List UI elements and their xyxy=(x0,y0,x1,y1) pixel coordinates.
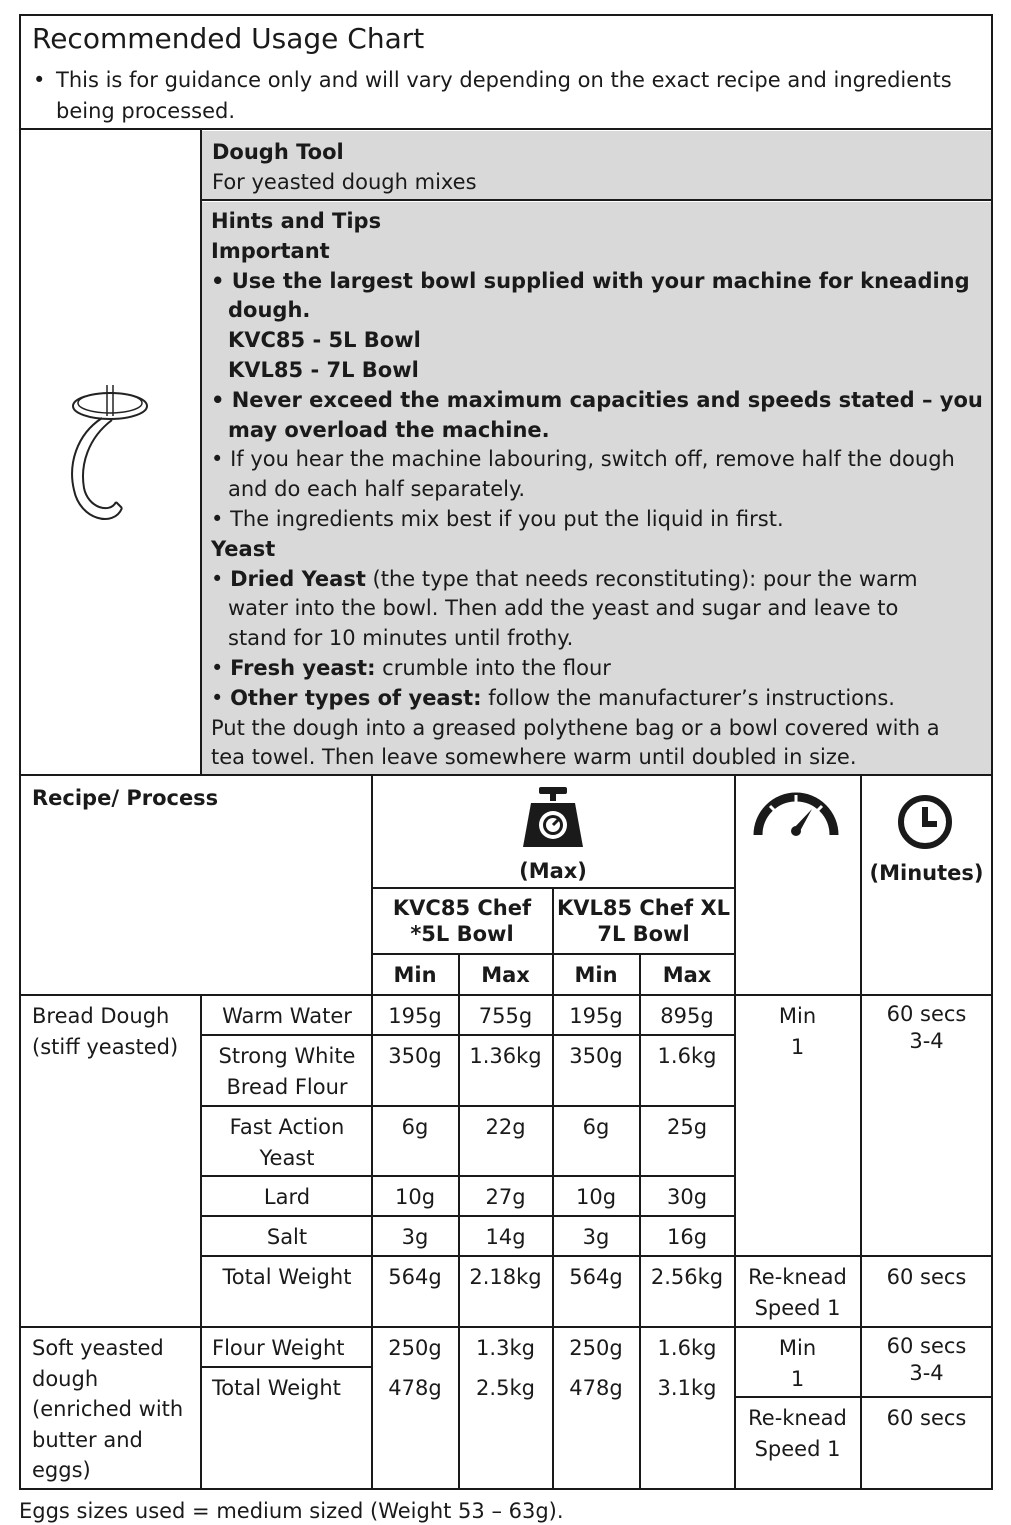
rule xyxy=(202,1366,372,1368)
soft-speed-2: Re-knead Speed 1 xyxy=(748,1406,847,1461)
soft-ingredient: Flour Weight xyxy=(212,1336,345,1360)
bullet-mark: • xyxy=(33,68,46,92)
bread-value: 16g xyxy=(666,1225,708,1249)
bread-value: 30g xyxy=(666,1185,708,1209)
bread-value: 10g xyxy=(575,1185,617,1209)
rule xyxy=(734,1396,992,1398)
rule xyxy=(20,994,992,996)
rule xyxy=(458,953,460,1488)
bread-value: 10g xyxy=(394,1185,436,1209)
tip-bullet: • Never exceed the maximum capacities and speeds stated – you xyxy=(211,387,983,412)
soft-value: 2.5kg xyxy=(476,1376,535,1400)
bread-value: 22g xyxy=(485,1115,526,1139)
tip-line: stand for 10 minutes until frothy. xyxy=(228,626,574,651)
chart-title: Recommended Usage Chart xyxy=(32,22,425,55)
yeast-bullet: • Fresh yeast: crumble into the flour xyxy=(211,655,611,680)
footer-note: Eggs sizes used = medium sized (Weight 53 – 63g). xyxy=(19,1499,564,1523)
tip-bullet: • The ingredients mix best if you put the liquid in first. xyxy=(211,506,784,531)
clock-icon xyxy=(897,794,953,850)
recipe-process-header: Recipe/ Process xyxy=(32,786,219,810)
bread-value: 2.56kg xyxy=(650,1265,724,1289)
bread-value: 350g xyxy=(569,1044,623,1068)
rule xyxy=(202,1255,992,1257)
tip-line: and do each half separately. xyxy=(228,477,526,502)
soft-value: 478g xyxy=(569,1376,623,1400)
tip-line: tea towel. Then leave somewhere warm until doubled in size. xyxy=(211,745,857,770)
tool-description: For yeasted dough mixes xyxy=(212,170,477,194)
soft-value: 3.1kg xyxy=(657,1376,717,1400)
rule xyxy=(202,1215,734,1217)
tip-line: may overload the machine. xyxy=(228,417,550,442)
tip-line: dough. xyxy=(228,298,311,323)
bread-ingredient: Strong White Bread Flour xyxy=(218,1044,356,1099)
bread-speed-2: Re-knead Speed 1 xyxy=(748,1265,847,1320)
kvl85-header: KVL85 Chef XL 7L Bowl xyxy=(556,896,731,946)
bread-ingredient: Salt xyxy=(266,1225,308,1249)
recipe-name-bread: Bread Dough (stiff yeasted) xyxy=(32,1004,179,1059)
bread-value: 564g xyxy=(388,1265,442,1289)
bread-time-2: 60 secs xyxy=(886,1265,967,1289)
kvc85-header: KVC85 Chef *5L Bowl xyxy=(392,896,532,946)
bread-value: 3g xyxy=(582,1225,610,1249)
tip-line: water into the bowl. Then add the yeast and sugar and leave to xyxy=(228,596,899,621)
bread-value: 350g xyxy=(388,1044,442,1068)
bread-ingredient: Warm Water xyxy=(222,1004,352,1028)
tip-line: Put the dough into a greased polythene bag or a bowl covered with a xyxy=(211,715,940,740)
bread-value: 755g xyxy=(478,1004,533,1028)
rule xyxy=(202,1105,734,1107)
rule xyxy=(202,199,992,201)
bread-value: 27g xyxy=(485,1185,526,1209)
rule xyxy=(20,128,992,130)
yeast-bullet: • Other types of yeast: follow the manufacturer’s instructions. xyxy=(211,685,895,710)
bread-value: 2.18kg xyxy=(469,1265,542,1289)
soft-value: 250g xyxy=(569,1336,623,1360)
bread-value: 895g xyxy=(660,1004,714,1028)
max-label: (Max) xyxy=(519,859,587,883)
recipe-name-soft: Soft yeasted dough (enriched with butter and eggs) xyxy=(32,1336,184,1482)
scale-icon xyxy=(521,785,585,849)
bread-value: 25g xyxy=(666,1115,708,1139)
bread-value: 14g xyxy=(485,1225,526,1249)
bread-time-1: 60 secs 3-4 xyxy=(886,1002,967,1053)
speedometer-icon xyxy=(752,787,840,839)
bread-value: 564g xyxy=(569,1265,623,1289)
bread-value: 1.36kg xyxy=(469,1044,542,1068)
bread-speed-1: Min 1 xyxy=(778,1004,817,1059)
dough-hook-icon xyxy=(66,380,154,525)
hints-and-tips xyxy=(211,207,989,773)
tip-line: KVL85 - 7L Bowl xyxy=(228,357,419,382)
soft-ingredient: Total Weight xyxy=(212,1376,341,1400)
tips-heading: Hints and Tips xyxy=(211,209,382,233)
max-header: Max xyxy=(481,963,530,987)
guidance-note-line1: This is for guidance only and will vary depending on the exact recipe and ingredients xyxy=(56,68,952,92)
tool-name: Dough Tool xyxy=(212,140,344,164)
min-header: Min xyxy=(574,963,618,987)
min-header: Min xyxy=(393,963,437,987)
soft-value: 250g xyxy=(388,1336,442,1360)
bread-ingredient: Fast Action Yeast xyxy=(229,1115,345,1170)
yeast-bullet: • Dried Yeast (the type that needs reconstituting): pour the warm xyxy=(211,566,918,591)
rule xyxy=(200,129,202,775)
bread-value: 195g xyxy=(388,1004,442,1028)
tip-bullet: • Use the largest bowl supplied with your machine for kneading xyxy=(211,268,970,293)
rule xyxy=(202,1175,734,1177)
bread-ingredient: Lard xyxy=(263,1185,311,1209)
soft-time-1: 60 secs 3-4 xyxy=(886,1334,967,1385)
max-header: Max xyxy=(662,963,712,987)
bread-value: 195g xyxy=(569,1004,623,1028)
rule xyxy=(202,1034,734,1036)
soft-value: 1.6kg xyxy=(657,1336,717,1360)
tip-bullet: • If you hear the machine labouring, switch off, remove half the dough xyxy=(211,447,955,472)
bread-value: 6g xyxy=(401,1115,429,1139)
guidance-note-line2: being processed. xyxy=(56,99,236,123)
bread-value: 1.6kg xyxy=(657,1044,717,1068)
tip-line: KVC85 - 5L Bowl xyxy=(228,328,421,353)
important-heading: Important xyxy=(211,238,330,263)
rule xyxy=(20,1326,992,1328)
rule xyxy=(20,774,992,776)
bread-value: 3g xyxy=(401,1225,429,1249)
bread-ingredient: Total Weight xyxy=(222,1265,352,1289)
soft-speed-1: Min 1 xyxy=(778,1336,817,1391)
minutes-label: (Minutes) xyxy=(869,861,984,885)
soft-value: 1.3kg xyxy=(476,1336,535,1360)
soft-value: 478g xyxy=(388,1376,442,1400)
yeast-heading: Yeast xyxy=(211,536,276,561)
rule xyxy=(639,953,641,1488)
bread-value: 6g xyxy=(582,1115,610,1139)
soft-time-2: 60 secs xyxy=(886,1406,967,1430)
